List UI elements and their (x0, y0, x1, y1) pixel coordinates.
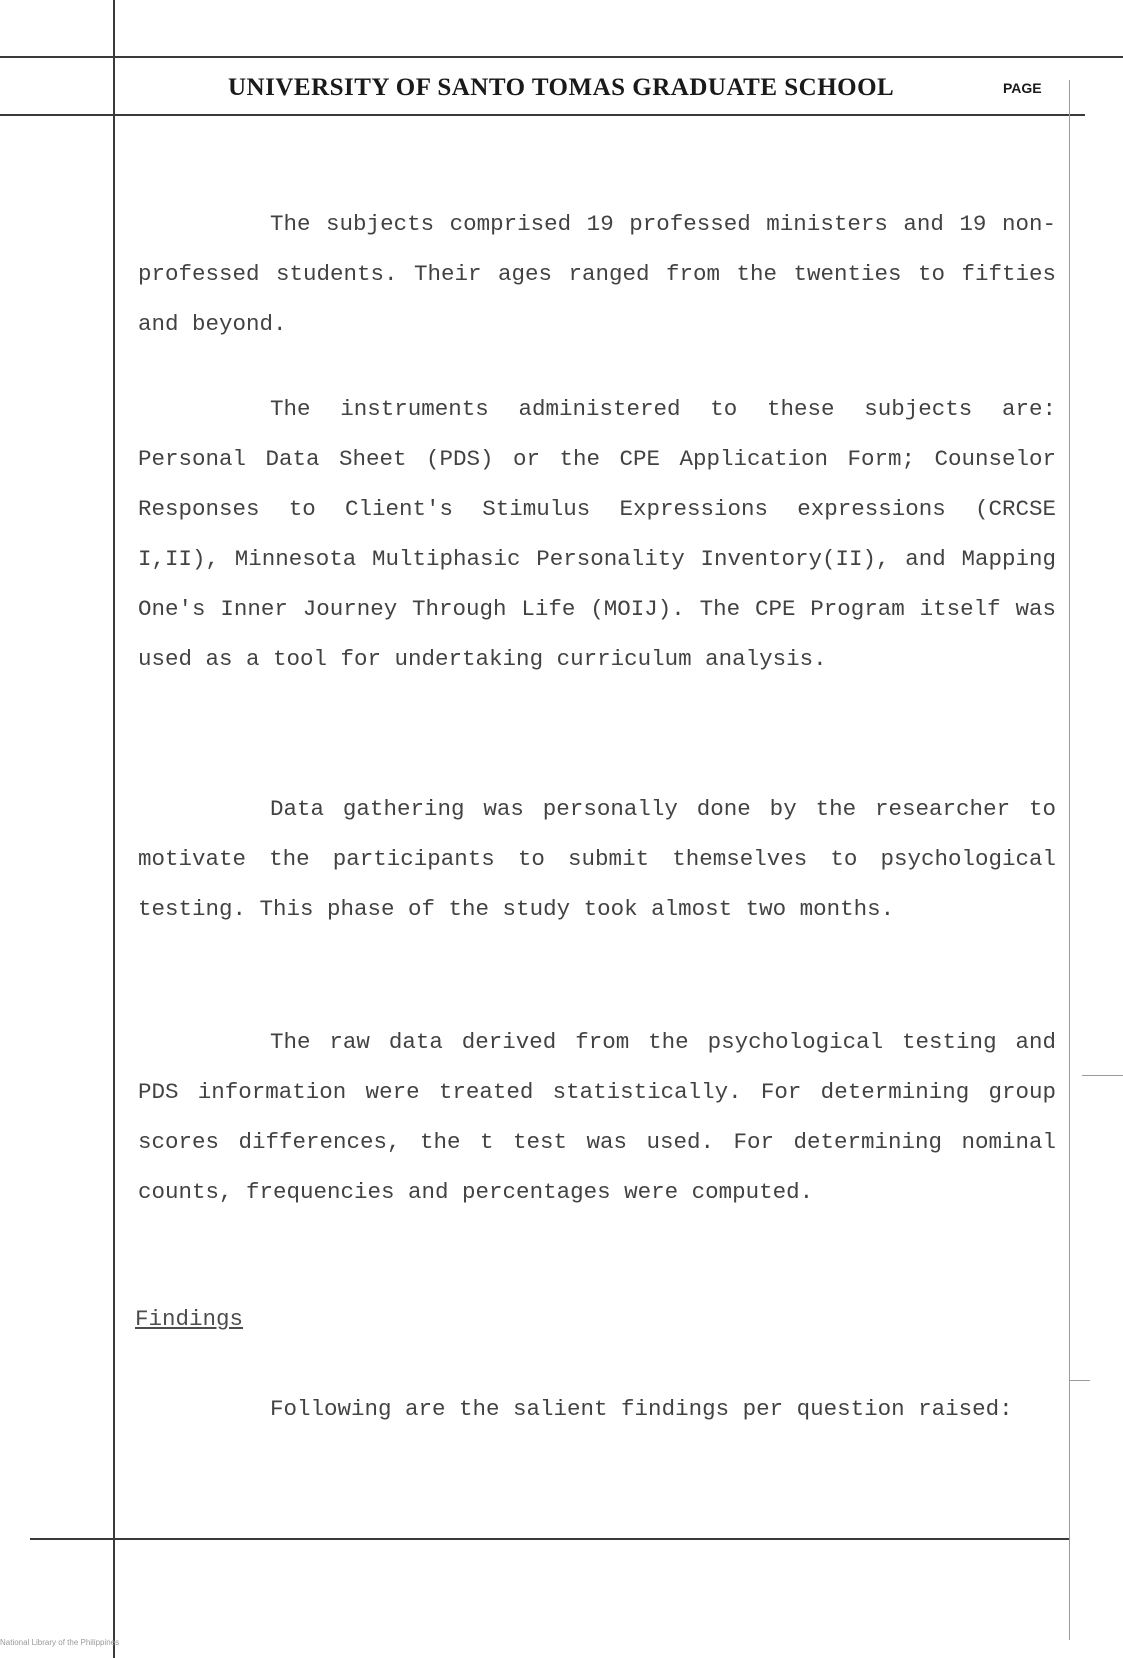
right-tick-mark (1070, 1380, 1090, 1381)
paragraph-statistics: The raw data derived from the psychological testing and PDS information were treated statistically. For determining group scores differences, the t test was used. For determining nominal counts, frequencies and percentages were computed. (138, 1029, 1056, 1205)
top-margin-line (0, 56, 1123, 58)
page-label: PAGE (1003, 80, 1042, 96)
paragraph-instruments: The instruments administered to these subjects are: Personal Data Sheet (PDS) or the CPE Application Form; Counselor Responses to Client's Stimulus Expressions expressions (CRCSE I,II), Minnesota Multiphasic Personality Inventory(II), and Mapping One's Inner Journey Through Life (MOIJ). The CPE Program itself was used as a tool for undertaking curriculum analysis. (138, 396, 1056, 672)
scan-watermark: National Library of the Philippines (0, 1638, 120, 1647)
page-header-title: UNIVERSITY OF SANTO TOMAS GRADUATE SCHOOL (228, 74, 895, 101)
findings-heading: Findings (135, 1306, 244, 1332)
bottom-margin-line (30, 1538, 1070, 1540)
paragraph-findings-intro: Following are the salient findings per question raised: (270, 1396, 1013, 1422)
paragraph-subjects: The subjects comprised 19 professed ministers and 19 non-professed students. Their ages ranged from the twenties to fifties and beyond. (138, 211, 1056, 337)
left-margin-line (113, 0, 115, 1658)
right-tick-mark (1082, 1075, 1123, 1076)
paragraph-data-gathering: Data gathering was personally done by the researcher to motivate the participants to submit themselves to psychological testing. This phase of the study took almost two months. (138, 796, 1056, 922)
right-margin-line (1069, 80, 1070, 1640)
header-underline (0, 114, 1085, 116)
